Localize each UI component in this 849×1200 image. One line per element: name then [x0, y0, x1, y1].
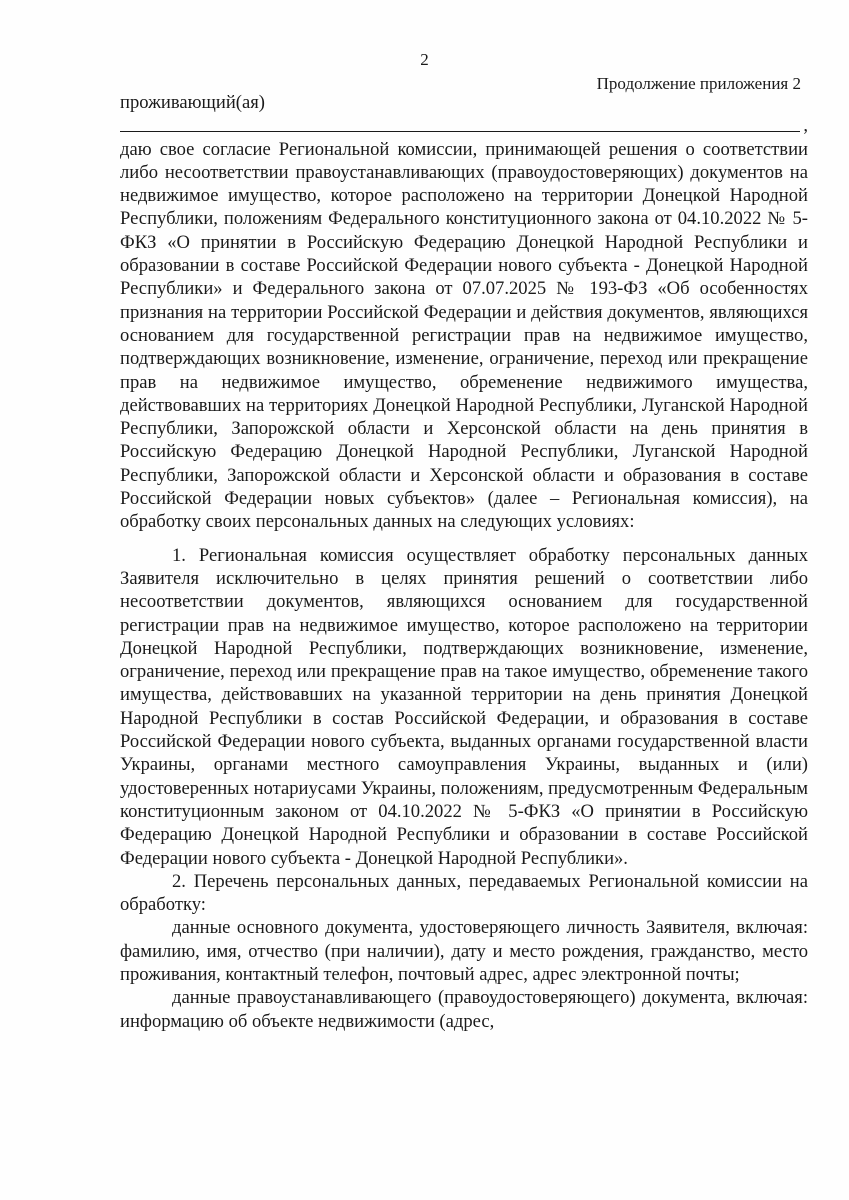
clause-2-paragraph: 2. Перечень персональных данных, передаваемых Региональной комиссии на обработку:	[120, 870, 808, 916]
page-number: 2	[420, 50, 429, 69]
personal-data-item-title-document: данные правоустанавливающего (правоудостоверяющего) документа, включая: информацию об объекте недвижимости (адрес,	[120, 987, 808, 1032]
line-comma: ,	[803, 115, 808, 137]
fill-in-line	[120, 114, 808, 137]
personal-data-item-identity: данные основного документа, удостоверяющего личность Заявителя, включая: фамилию, имя, отчество (при наличии), дату и место рождения, гражданство, место проживания, контактный телефон, почтовый адрес, адрес электронной почты;	[120, 917, 808, 985]
resident-label: проживающий(ая)	[120, 92, 265, 113]
underline-rule	[120, 131, 800, 132]
clause-1-paragraph: 1. Региональная комиссия осуществляет обработку персональных данных Заявителя исключительно в целях принятия решений о соответствии либо несоответствии документов, являющихся основанием для государственной регистрации прав на недвижимое имущество, которое расположено на территории Донецкой Народной Республики, подтверждающих возникновение, изменение, ограничение, переход или прекращение прав на такое имущество, обременение такого имущества, действовавших на указанной территории на день принятия Донецкой Народной Республики в состав Российской Федерации, и образования в составе Российской Федерации нового субъекта, выданных органами государственной власти Украины, органами местного самоуправления Украины, выданных и (или) удостоверенных нотариусами Украины, положениям, предусмотренным Федеральным конституционным законом от 04.10.2022 № 5-ФКЗ «О принятии в Российскую Федерацию Донецкой Народной Республики и образовании в составе Российской Федерации нового субъекта - Донецкой Народной Республики».	[120, 544, 809, 869]
document-body	[120, 91, 808, 1033]
continuation-note: Продолжение приложения 2	[596, 74, 801, 93]
consent-paragraph: даю свое согласие Региональной комиссии, принимающей решения о соответствии либо несоответствии правоустанавливающих (правоудостоверяющих) документов на недвижимое имущество, которое расположено на территории Донецкой Народной Республики, положениям Федерального конституционного закона от 04.10.2022 № 5-ФКЗ «О принятии в Российскую Федерацию Донецкой Народной Республики и образовании в составе Российской Федерации нового субъекта - Донецкой Народной Республики» и Федерального закона от 07.07.2025 № 193-ФЗ «Об особенностях признания на территории Российской Федерации и действия документов, являющихся основанием для государственной регистрации прав на недвижимое имущество, подтверждающих возникновение, изменение, ограничение, переход или прекращение прав на недвижимое имущество, обременение недвижимого имущества, действовавших на территориях Донецкой Народной Республики, Луганской Народной Республики, Запорожской области и Херсонской области на день принятия в Российскую Федерацию Донецкой Народной Республики, Луганской Народной Республики, Запорожской области и Херсонской области и образования в составе Российской Федерации новых субъектов» (далее – Региональная комиссия), на обработку своих персональных данных на следующих условиях:	[120, 138, 808, 533]
